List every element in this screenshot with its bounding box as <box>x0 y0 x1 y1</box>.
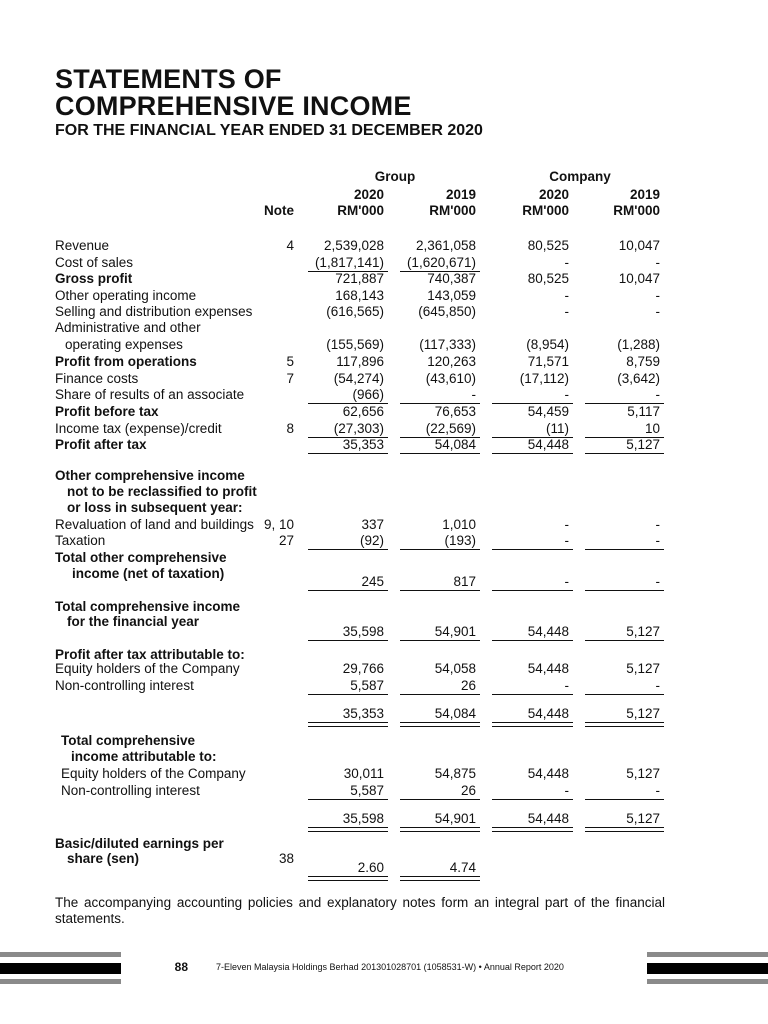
underline-rule <box>400 694 480 695</box>
value-cell: - <box>655 255 660 270</box>
value-cell: 5,587 <box>350 783 384 798</box>
value-cell: 245 <box>361 574 384 589</box>
value-cell: 54,448 <box>527 766 569 781</box>
value-cell: 26 <box>460 678 476 693</box>
value-cell: - <box>564 387 569 402</box>
double-underline-rule <box>400 827 480 832</box>
value-cell: 54,901 <box>434 811 476 826</box>
underline-rule <box>308 799 388 800</box>
row-note: 4 <box>286 238 294 253</box>
value-cell: (1,288) <box>617 337 660 352</box>
value-cell: 35,598 <box>342 811 384 826</box>
value-cell: 10,047 <box>618 271 660 286</box>
value-cell: 71,571 <box>527 354 569 369</box>
row-label: operating expenses <box>65 337 183 352</box>
value-cell: 5,127 <box>626 437 660 452</box>
value-cell: 1,010 <box>442 517 476 532</box>
value-cell: (92) <box>359 533 384 548</box>
row-label: Total other comprehensive <box>55 550 227 565</box>
double-underline-rule <box>492 827 573 832</box>
value-cell: 76,653 <box>434 404 476 419</box>
footer-bar-left-bottom <box>0 979 121 984</box>
row-label: Non-controlling interest <box>55 678 194 693</box>
value-cell: - <box>655 783 660 798</box>
underline-rule <box>308 640 388 641</box>
value-cell: - <box>564 533 569 548</box>
value-cell: 54,448 <box>527 437 569 452</box>
year-header: 2019 <box>445 187 476 202</box>
row-label: income (net of taxation) <box>72 566 225 581</box>
row-label: Total comprehensive income <box>55 599 241 614</box>
underline-rule <box>400 590 480 591</box>
row-label: Gross profit <box>55 271 133 286</box>
value-cell: 29,766 <box>342 661 384 676</box>
value-cell: - <box>655 288 660 303</box>
company-header: Company <box>549 169 611 184</box>
footer-bar-left-top <box>0 952 121 957</box>
underline-rule <box>585 640 664 641</box>
value-cell: (155,569) <box>326 337 384 352</box>
row-label: Total comprehensive <box>61 733 196 748</box>
value-cell: 30,011 <box>343 766 384 781</box>
value-cell: 54,084 <box>434 437 476 452</box>
value-cell: 721,887 <box>335 271 384 286</box>
value-cell: 120,263 <box>427 354 476 369</box>
value-cell: (1,817,141) <box>314 255 384 270</box>
double-underline-rule <box>585 722 664 727</box>
value-cell: - <box>655 678 660 693</box>
accompanying-notes-text: The accompanying accounting policies and explanatory notes form an integral part of the financial statements. <box>55 895 665 926</box>
value-cell: (8,954) <box>526 337 569 352</box>
row-note: 27 <box>278 533 294 548</box>
year-header: 2019 <box>629 187 660 202</box>
underline-rule <box>400 549 480 550</box>
underline-rule <box>308 549 388 550</box>
value-cell: (117,333) <box>419 337 476 352</box>
unit-header: RM'000 <box>613 203 660 218</box>
row-label: Revaluation of land and buildings <box>55 517 254 532</box>
footer-bar-left-mid <box>0 963 121 974</box>
value-cell: - <box>655 387 660 402</box>
value-cell: 5,127 <box>626 811 660 826</box>
row-label: not to be reclassified to profit <box>67 484 257 499</box>
value-cell: 26 <box>460 783 476 798</box>
underline-rule <box>400 403 480 404</box>
underline-rule <box>400 453 480 454</box>
underline-rule <box>585 549 664 550</box>
value-cell: 80,525 <box>527 271 569 286</box>
row-label: Cost of sales <box>55 255 134 270</box>
underline-rule <box>400 799 480 800</box>
value-cell: 5,127 <box>626 624 660 639</box>
value-cell: (11) <box>545 421 569 436</box>
double-underline-rule <box>308 876 388 881</box>
value-cell: (966) <box>352 387 384 402</box>
double-underline-rule <box>400 876 480 881</box>
row-label: Basic/diluted earnings per <box>55 836 224 851</box>
value-cell: 35,598 <box>342 624 384 639</box>
value-cell: - <box>564 304 569 319</box>
value-cell: 10,047 <box>618 238 660 253</box>
value-cell: 4.74 <box>449 860 476 875</box>
row-label: Share of results of an associate <box>55 387 245 402</box>
row-label: Non-controlling interest <box>61 783 200 798</box>
underline-rule <box>585 799 664 800</box>
page-title-line-2: COMPREHENSIVE INCOME <box>55 91 412 121</box>
value-cell: (27,303) <box>333 421 384 436</box>
underline-rule <box>308 403 388 404</box>
value-cell: 10 <box>644 421 660 436</box>
page-title-line-1: STATEMENTS OF <box>55 64 282 94</box>
footer-bar-right-mid <box>647 963 768 974</box>
value-cell: 168,143 <box>335 288 384 303</box>
row-note: 7 <box>286 371 294 386</box>
double-underline-rule <box>308 722 388 727</box>
value-cell: 54,448 <box>527 811 569 826</box>
value-cell: 740,387 <box>427 271 476 286</box>
underline-rule <box>492 437 573 438</box>
underline-rule <box>492 453 573 454</box>
value-cell: - <box>564 678 569 693</box>
value-cell: 35,353 <box>342 437 384 452</box>
group-header: Group <box>374 169 416 184</box>
row-note: 38 <box>278 851 294 866</box>
value-cell: 5,587 <box>350 678 384 693</box>
value-cell: (193) <box>444 533 476 548</box>
row-label: Profit from operations <box>55 354 197 369</box>
value-cell: 5,117 <box>627 404 660 419</box>
underline-rule <box>492 694 573 695</box>
underline-rule <box>308 694 388 695</box>
row-note: 9, 10 <box>263 517 294 532</box>
value-cell: 2,539,028 <box>323 238 384 253</box>
double-underline-rule <box>492 722 573 727</box>
row-label: Profit after tax attributable to: <box>55 647 245 662</box>
value-cell: 817 <box>453 574 476 589</box>
underline-rule <box>492 799 573 800</box>
value-cell: (17,112) <box>519 371 569 386</box>
value-cell: - <box>655 574 660 589</box>
row-label: income attributable to: <box>71 749 217 764</box>
value-cell: - <box>564 783 569 798</box>
value-cell: 8,759 <box>626 354 660 369</box>
year-header: 2020 <box>353 187 384 202</box>
row-label: Income tax (expense)/credit <box>55 421 222 436</box>
row-label: Taxation <box>55 533 106 548</box>
value-cell: (43,610) <box>425 371 476 386</box>
value-cell: 54,448 <box>527 661 569 676</box>
row-label: Equity holders of the Company <box>55 661 240 676</box>
double-underline-rule <box>585 827 664 832</box>
underline-rule <box>308 590 388 591</box>
row-note: 8 <box>286 421 294 436</box>
value-cell: 54,875 <box>434 766 476 781</box>
value-cell: (645,850) <box>418 304 476 319</box>
underline-rule <box>585 403 664 404</box>
note-header: Note <box>264 203 294 218</box>
underline-rule <box>400 271 480 272</box>
value-cell: 5,127 <box>626 766 660 781</box>
underline-rule <box>492 403 573 404</box>
footer-page-number: 88 <box>174 960 188 974</box>
value-cell: 80,525 <box>527 238 569 253</box>
footer-bar-right-bottom <box>647 979 768 984</box>
value-cell: (1,620,671) <box>406 255 476 270</box>
value-cell: 5,127 <box>626 661 660 676</box>
row-label: Selling and distribution expenses <box>55 304 253 319</box>
row-label: or loss in subsequent year: <box>67 500 243 515</box>
footer-bar-right-top <box>647 952 768 957</box>
underline-rule <box>585 694 664 695</box>
underline-rule <box>400 437 480 438</box>
value-cell: (616,565) <box>326 304 384 319</box>
value-cell: - <box>655 304 660 319</box>
value-cell: (22,569) <box>425 421 476 436</box>
value-cell: 62,656 <box>342 404 384 419</box>
underline-rule <box>585 437 664 438</box>
underline-rule <box>492 549 573 550</box>
row-label: Other operating income <box>55 288 197 303</box>
underline-rule <box>492 640 573 641</box>
value-cell: 2,361,058 <box>415 238 476 253</box>
value-cell: 54,448 <box>527 706 569 721</box>
unit-header: RM'000 <box>337 203 384 218</box>
underline-rule <box>308 271 388 272</box>
value-cell: - <box>655 533 660 548</box>
underline-rule <box>492 590 573 591</box>
footer-report-text: 7-Eleven Malaysia Holdings Berhad 201301028701 (1058531-W) • Annual Report 2020 <box>216 962 564 972</box>
value-cell: (3,642) <box>617 371 660 386</box>
value-cell: 54,448 <box>527 624 569 639</box>
value-cell: - <box>564 517 569 532</box>
row-label: Profit before tax <box>55 404 159 419</box>
value-cell: - <box>471 387 476 402</box>
row-label: for the financial year <box>67 614 200 629</box>
value-cell: 35,353 <box>342 706 384 721</box>
value-cell: 5,127 <box>626 706 660 721</box>
value-cell: 337 <box>361 517 384 532</box>
year-header: 2020 <box>538 187 569 202</box>
underline-rule <box>308 453 388 454</box>
underline-rule <box>400 640 480 641</box>
underline-rule <box>585 590 664 591</box>
value-cell: 143,059 <box>427 288 476 303</box>
unit-header: RM'000 <box>429 203 476 218</box>
double-underline-rule <box>400 722 480 727</box>
value-cell: - <box>655 517 660 532</box>
row-label: Revenue <box>55 238 110 253</box>
value-cell: 2.60 <box>357 860 384 875</box>
row-label: share (sen) <box>67 851 140 866</box>
value-cell: 54,901 <box>434 624 476 639</box>
row-label: Finance costs <box>55 371 139 386</box>
row-label: Other comprehensive income <box>55 468 245 483</box>
value-cell: 54,084 <box>434 706 476 721</box>
row-label: Profit after tax <box>55 437 147 452</box>
row-label: Equity holders of the Company <box>61 766 246 781</box>
value-cell: 54,058 <box>434 661 476 676</box>
row-label: Administrative and other <box>55 320 201 335</box>
double-underline-rule <box>308 827 388 832</box>
value-cell: - <box>564 255 569 270</box>
underline-rule <box>308 437 388 438</box>
value-cell: 117,896 <box>336 354 384 369</box>
value-cell: - <box>564 574 569 589</box>
page-subtitle: FOR THE FINANCIAL YEAR ENDED 31 DECEMBER 2020 <box>55 122 483 139</box>
value-cell: (54,274) <box>333 371 384 386</box>
value-cell: - <box>564 288 569 303</box>
value-cell: 54,459 <box>527 404 569 419</box>
unit-header: RM'000 <box>522 203 569 218</box>
underline-rule <box>585 453 664 454</box>
row-note: 5 <box>286 354 294 369</box>
